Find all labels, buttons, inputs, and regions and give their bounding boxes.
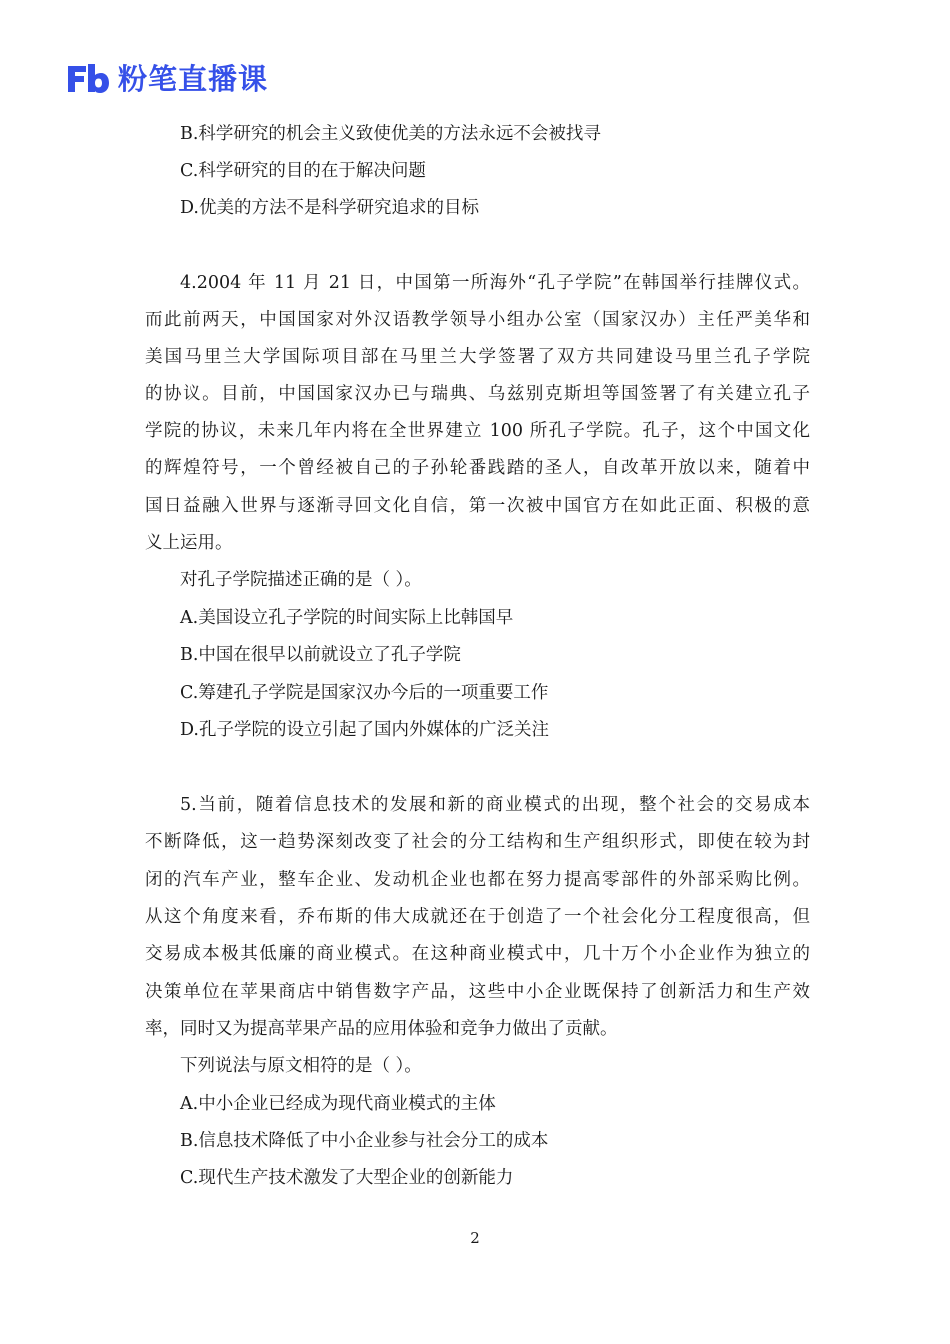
q3-option-c: C.科学研究的目的在于解决问题 [180, 161, 426, 181]
q4-option-b: B.中国在很早以前就设立了孔子学院 [180, 645, 461, 665]
q5-passage-line: 从这个角度来看，乔布斯的伟大成就还在于创造了一个社会化分工程度很高，但 [145, 907, 810, 927]
q5-option-b: B.信息技术降低了中小企业参与社会分工的成本 [180, 1131, 549, 1151]
q4-passage-line: 国日益融入世界与逐渐寻回文化自信，第一次被中国官方在如此正面、积极的意 [145, 496, 810, 516]
q5-passage-line: 率，同时又为提高苹果产品的应用体验和竞争力做出了贡献。 [145, 1019, 618, 1039]
page-number: 2 [470, 1229, 480, 1247]
q5-passage-line: 闭的汽车产业，整车企业、发动机企业也都在努力提高零部件的外部采购比例。 [145, 870, 810, 890]
q4-passage-line: 而此前两天，中国国家对外汉语教学领导小组办公室（国家汉办）主任严美华和 [145, 310, 810, 330]
q4-question: 对孔子学院描述正确的是（ ）。 [180, 570, 422, 590]
q5-passage-line: 决策单位在苹果商店中销售数字产品，这些中小企业既保持了创新活力和生产效 [145, 982, 810, 1002]
q3-option-d: D.优美的方法不是科学研究追求的目标 [180, 198, 479, 218]
q4-passage-line: 4.2004 年 11 月 21 日，中国第一所海外“孔子学院”在韩国举行挂牌仪式。 [180, 273, 810, 293]
q4-passage-line: 学院的协议，未来几年内将在全世界建立 100 所孔子学院。孔子，这个中国文化 [145, 421, 810, 441]
header-logo [66, 58, 268, 100]
q5-passage-line: 交易成本极其低廉的商业模式。在这种商业模式中，几十万个小企业作为独立的 [145, 944, 810, 964]
q4-passage-line: 义上运用。 [145, 533, 233, 553]
q4-passage-line: 的辉煌符号，一个曾经被自己的子孙轮番践踏的圣人，自改革开放以来，随着中 [145, 458, 810, 478]
q4-option-d: D.孔子学院的设立引起了国内外媒体的广泛关注 [180, 720, 549, 740]
q5-question: 下列说法与原文相符的是（ ）。 [180, 1056, 422, 1076]
q5-passage-line: 不断降低，这一趋势深刻改变了社会的分工结构和生产组织形式，即使在较为封 [145, 832, 810, 852]
q3-option-b: B.科学研究的机会主义致使优美的方法永远不会被找寻 [180, 124, 601, 144]
q4-passage-line: 的协议。目前，中国国家汉办已与瑞典、乌兹别克斯坦等国签署了有关建立孔子 [145, 384, 810, 404]
q4-option-a: A.美国设立孔子学院的时间实际上比韩国早 [180, 608, 514, 628]
q4-option-c: C.筹建孔子学院是国家汉办今后的一项重要工作 [180, 683, 549, 703]
q5-option-a: A.中小企业已经成为现代商业模式的主体 [180, 1094, 496, 1114]
q5-passage-line: 5.当前，随着信息技术的发展和新的商业模式的出现，整个社会的交易成本 [180, 795, 810, 815]
q4-passage-line: 美国马里兰大学国际项目部在马里兰大学签署了双方共同建设马里兰孔子学院 [145, 347, 810, 367]
logo-text: 粉笔直播课 [118, 62, 269, 96]
q5-option-c: C.现代生产技术激发了大型企业的创新能力 [180, 1168, 514, 1188]
fb-logo-icon [66, 62, 110, 96]
